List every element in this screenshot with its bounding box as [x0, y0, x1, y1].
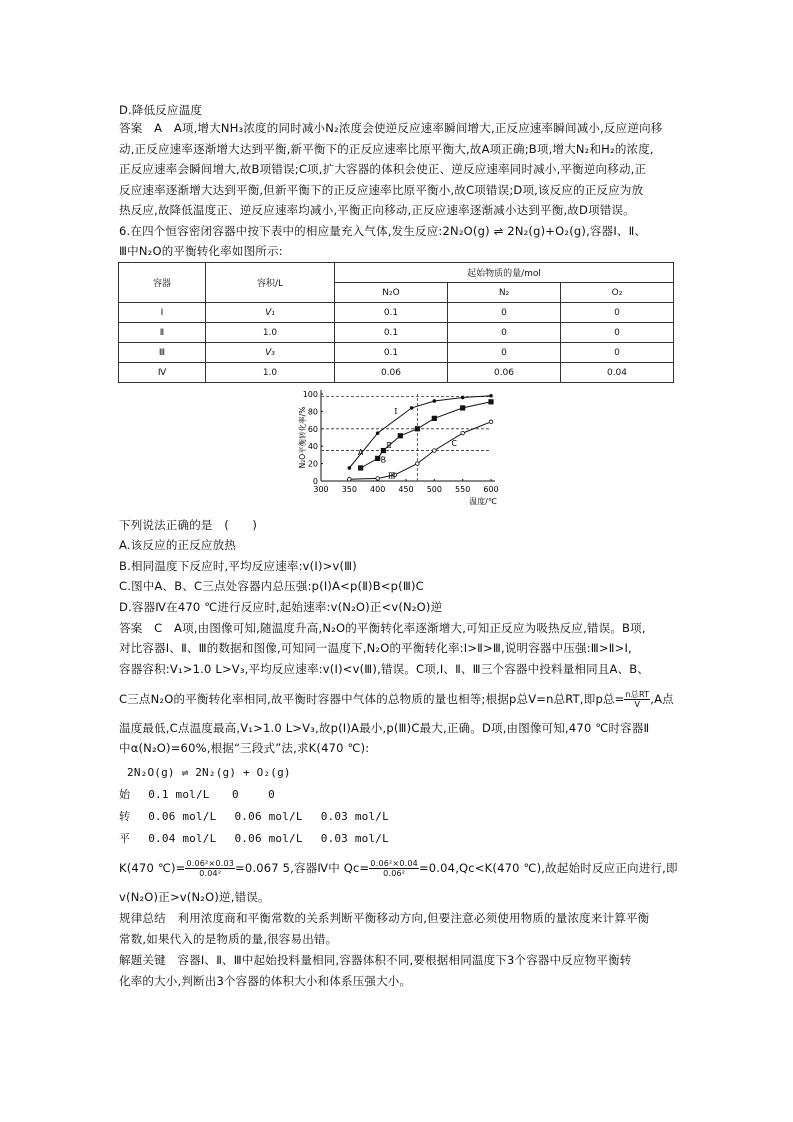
- data-point: [432, 416, 437, 421]
- data-point: [410, 406, 414, 410]
- y-axis-label: N₂O平衡转化率/%: [298, 406, 307, 469]
- header-amount: 起始物质的量/mol: [335, 263, 674, 283]
- point-label-A: A: [357, 447, 364, 457]
- summary-line: 规律总结 利用浓度商和平衡常数的关系判断平衡移动方向,但要注意必须使用物质的量浓度来计算平衡: [119, 911, 650, 925]
- option-d: D.容器Ⅳ在470 ℃进行反应时,起始速率:v(N₂O)正<v(N₂O)逆: [119, 600, 443, 614]
- ice-row-change: 转 0.06 mol/L 0.06 mol/L 0.03 mol/L: [119, 810, 389, 823]
- text-line: 温度最低,C点温度最高,V₁>1.0 L>V₃,故p(Ⅰ)A最小,p(Ⅲ)C最大,正确。D项,由图像可知,470 ℃时容器Ⅱ: [119, 721, 650, 735]
- summary-line: 常数,如果代入的是物质的量,很容易出错。: [119, 932, 338, 946]
- text-span: C三点N₂O的平衡转化率相同,故平衡时容器中气体的总物质的量也相等;根据p总V=n总RT,即p总=: [119, 692, 625, 706]
- x-axis-label: 温度/℃: [469, 497, 497, 506]
- data-point: [433, 449, 437, 453]
- question-6-line: 6.在四个恒容密闭容器中按下表中的相应量充入气体,发生反应:2N₂O(g) ⇌ 2N₂(g)+O₂(g),容器Ⅰ、Ⅱ、: [119, 224, 647, 238]
- y-tick-label: 60: [307, 424, 318, 434]
- text-line: 对比容器Ⅰ、Ⅱ、Ⅲ的数据和图像,可知同一温度下,N₂O的平衡转化率:Ⅰ>Ⅱ>Ⅲ,说明容器中压强:Ⅲ>Ⅱ>Ⅰ,: [119, 641, 632, 655]
- cell: 0: [561, 323, 674, 343]
- option-a: A.该反应的正反应放热: [119, 538, 237, 552]
- x-tick-label: 450: [398, 485, 414, 494]
- header-o2: O₂: [561, 283, 674, 303]
- text-line: [119, 690, 674, 709]
- cell: 0: [448, 323, 561, 343]
- ice-row-initial: 始 0.1 mol/L 0 0: [119, 788, 275, 801]
- cell: Ⅲ: [119, 343, 206, 363]
- reaction-equation: 2N₂O(g) ⇌ 2N₂(g) + O₂(g): [127, 766, 291, 779]
- data-point: [375, 456, 380, 461]
- data-point: [358, 465, 363, 470]
- text-line: v(N₂O)正>v(N₂O)逆,错误。: [119, 890, 270, 904]
- x-tick-label: 600: [483, 485, 499, 494]
- cell: 0.1: [335, 303, 448, 323]
- cell: 1.0: [206, 323, 335, 343]
- data-point: [433, 399, 437, 403]
- data-point: [460, 405, 465, 410]
- text-line: Ⅲ中N₂O的平衡转化率如图所示:: [119, 244, 283, 258]
- option-c: C.图中A、B、C三点处容器内总压强:p(Ⅰ)A<p(Ⅱ)B<p(Ⅲ)C: [119, 579, 424, 593]
- data-point: [488, 399, 493, 404]
- fraction: [369, 859, 419, 878]
- header-n2: N₂: [448, 283, 561, 303]
- cell: 0: [448, 303, 561, 323]
- data-point: [461, 431, 465, 435]
- data-point: [415, 426, 420, 431]
- data-table: [118, 262, 674, 383]
- x-tick-label: 400: [370, 485, 386, 494]
- cell: Ⅰ: [119, 303, 206, 323]
- cell: 0: [561, 343, 674, 363]
- data-point: [461, 396, 465, 400]
- text-line: 中α(N₂O)=60%,根据“三段式”法,求K(470 ℃):: [119, 741, 370, 755]
- table-row: [119, 343, 674, 363]
- point-label-C: C: [451, 439, 457, 449]
- x-tick-label: 350: [341, 485, 357, 494]
- conversion-chart: [300, 386, 510, 514]
- cell: 0.06: [448, 363, 561, 383]
- point-label-B: B: [380, 455, 387, 465]
- series-label: Ⅲ: [387, 471, 396, 481]
- y-tick-label: 100: [302, 390, 318, 399]
- numerator: 0.06²×0.03: [186, 859, 235, 868]
- key-point-line: 解题关键 容器Ⅰ、Ⅱ、Ⅲ中起始投料量相同,容器体积不同,要根据相同温度下3个容器中反应物平衡转: [119, 953, 632, 967]
- table-row: [119, 303, 674, 323]
- y-tick-label: 20: [307, 459, 318, 469]
- text-span: K(470 ℃)=: [119, 861, 186, 875]
- cell: Ⅱ: [119, 323, 206, 343]
- key-point-line: 化率的大小,判断出3个容器的体积大小和体系压强大小。: [119, 974, 412, 988]
- numerator: n总RT: [625, 690, 650, 699]
- data-point: [348, 477, 352, 481]
- cell: V₃: [206, 343, 335, 363]
- denominator: 0.04²: [199, 869, 222, 878]
- data-point: [416, 462, 420, 466]
- cell: 0: [561, 303, 674, 323]
- cell: 0.1: [335, 343, 448, 363]
- header-volume: 容积/L: [206, 263, 335, 303]
- x-tick-label: 300: [313, 485, 329, 494]
- fraction: [624, 690, 650, 709]
- text-span: =0.04,Qc<K(470 ℃),故起始时反应正向进行,即: [418, 861, 678, 875]
- table-row: [119, 323, 674, 343]
- cell: 0.06: [335, 363, 448, 383]
- cell: Ⅳ: [119, 363, 206, 383]
- text-line: 容器容积:V₁>1.0 L>V₃,平均反应速率:v(Ⅰ)<v(Ⅲ),错误。C项,Ⅰ、Ⅱ、Ⅲ三个容器中投料量相同且A、B、: [119, 662, 650, 676]
- text-line: 正反应速率会瞬间增大,故B项错误;C项,扩大容器的体积会使正、逆反应速率同时减小,平衡逆向移动,正: [119, 162, 647, 176]
- header-n2o: N₂O: [335, 283, 448, 303]
- y-tick-label: 80: [307, 407, 318, 417]
- series-label: Ⅱ: [386, 440, 392, 450]
- option-d-line: D.降低反应温度: [119, 103, 203, 117]
- text-span: =0.067 5,容器Ⅳ中 Qc=: [235, 861, 370, 875]
- cell: 1.0: [206, 363, 335, 383]
- x-tick-label: 500: [426, 485, 442, 494]
- data-point: [489, 420, 493, 424]
- header-container: 容器: [119, 263, 206, 303]
- y-tick-label: 0: [312, 477, 318, 486]
- text-span: ,A点: [650, 692, 674, 706]
- y-tick-label: 40: [307, 442, 318, 452]
- text-line: 动,正反应速率逐渐增大达到平衡,新平衡下的正反应速率比原平衡大,故A项正确;B项,增大N₂和H₂的浓度,: [119, 142, 654, 156]
- denominator: V: [634, 700, 641, 709]
- text-line: 反应速率逐渐增大达到平衡,但新平衡下的正反应速率比原平衡小,故C项错误;D项,该反应的正反应为放: [119, 183, 644, 197]
- question-stem: 下列说法正确的是 ( ): [119, 518, 258, 532]
- text-line: 热反应,故降低温度正、逆反应速率均减小,平衡正向移动,正反应速率逐渐减小达到平衡,故D项错误。: [119, 203, 635, 217]
- table-row: [119, 363, 674, 383]
- series-label: Ⅰ: [394, 407, 398, 417]
- data-point: [376, 477, 380, 481]
- option-b: B.相同温度下反应时,平均反应速率:v(Ⅰ)>v(Ⅲ): [119, 559, 357, 573]
- data-point: [398, 433, 403, 438]
- data-point: [348, 466, 352, 470]
- ice-row-equilibrium: 平 0.04 mol/L 0.06 mol/L 0.03 mol/L: [119, 832, 389, 845]
- answer-line: 答案 A A项,增大NH₃浓度的同时减小N₂浓度会使逆反应速率瞬间增大,正反应速率瞬间减小,反应逆向移: [119, 121, 663, 135]
- data-point: [381, 448, 386, 453]
- cell: V₁: [206, 303, 335, 323]
- data-point: [489, 394, 493, 398]
- data-point: [376, 431, 380, 435]
- answer-line: 答案 C A项,由图像可知,随温度升高,N₂O的平衡转化率逐渐增大,可知正反应为吸热反应,错误。B项,: [119, 621, 646, 635]
- cell: 0.1: [335, 323, 448, 343]
- denominator: 0.06²: [383, 869, 406, 878]
- k-calculation: [119, 859, 678, 878]
- cell: 0: [448, 343, 561, 363]
- numerator: 0.06²×0.04: [370, 859, 418, 868]
- series-line-Ⅲ: [349, 422, 491, 480]
- fraction: [185, 859, 235, 878]
- x-tick-label: 550: [455, 485, 471, 494]
- cell: 0.04: [561, 363, 674, 383]
